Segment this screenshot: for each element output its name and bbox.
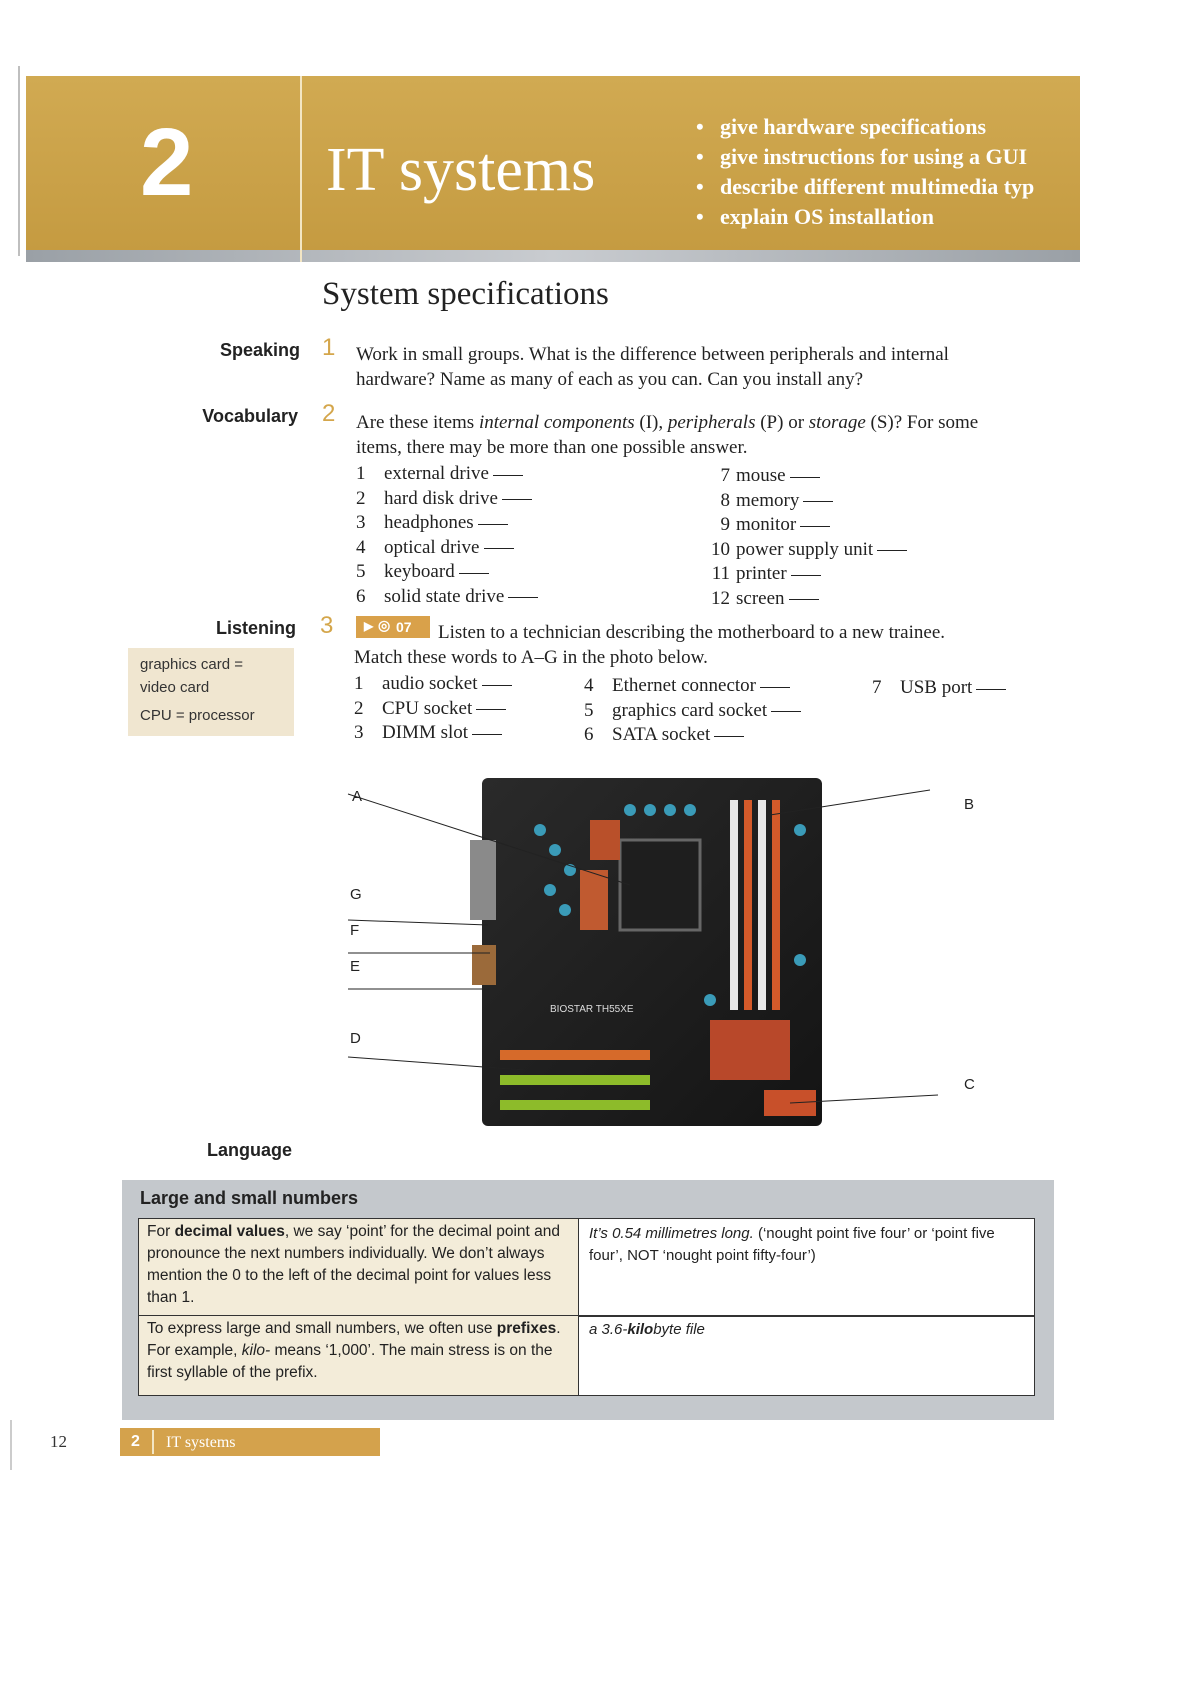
footer-unit-title: IT systems <box>166 1434 236 1451</box>
language-table <box>138 1218 1035 1396</box>
speaking-label: Speaking <box>219 340 300 360</box>
dimm-slot-shape <box>758 800 766 1010</box>
answer-blank[interactable] <box>791 574 821 576</box>
listening-item: 2 CPU socket <box>354 697 512 722</box>
answer-blank[interactable] <box>803 500 833 502</box>
objective-item: • give hardware specifications <box>696 114 987 139</box>
vocabulary-item: 9 monitor <box>700 513 907 538</box>
objective-item: • explain OS installation <box>696 204 934 229</box>
footer-unit-number: 2 <box>131 1433 140 1450</box>
heatsink <box>580 870 608 930</box>
answer-blank[interactable] <box>714 735 744 737</box>
listening-item: 3 DIMM slot <box>354 721 512 746</box>
listening-item: 1 audio socket <box>354 672 512 697</box>
vocabulary-item: 5 keyboard <box>356 560 538 585</box>
listening-item: 5 graphics card socket <box>584 699 801 724</box>
answer-blank[interactable] <box>789 598 819 600</box>
dimm-slot-shape <box>730 800 738 1010</box>
listening-list-col1 <box>354 672 512 746</box>
heatsink <box>710 1020 790 1080</box>
answer-blank[interactable] <box>493 474 523 476</box>
vocabulary-list-right <box>700 464 907 611</box>
vocabulary-item: 7 mouse <box>700 464 907 489</box>
audio-connectors <box>472 945 496 985</box>
vocabulary-item: 10 power supply unit <box>700 538 907 563</box>
track-number: 07 <box>396 619 412 635</box>
answer-blank[interactable] <box>484 547 514 549</box>
vocabulary-item: 3 headphones <box>356 511 538 536</box>
answer-blank[interactable] <box>790 476 820 478</box>
vocabulary-item: 1 external drive <box>356 462 538 487</box>
page-number: 12 <box>50 1432 67 1451</box>
answer-blank[interactable] <box>771 710 801 712</box>
io-panel <box>470 840 496 920</box>
note-line: video card <box>140 679 210 696</box>
photo-label-e: E <box>350 958 361 975</box>
section-title: System specifications <box>322 276 609 312</box>
listening-item: 4 Ethernet connector <box>584 674 801 699</box>
pcie-slot-shape <box>500 1050 650 1060</box>
audio-play-icon: ▶ <box>364 619 374 633</box>
language-example-prefix: a 3.6-kilobyte file <box>589 1321 705 1338</box>
vocabulary-instructions: Are these items internal components (I), peripherals (P) or storage (S)? For some items, there may be more than one possible answer. <box>356 412 979 458</box>
answer-blank[interactable] <box>476 708 506 710</box>
answer-blank[interactable] <box>800 525 830 527</box>
language-rule-prefixes: To express large and small numbers, we often use prefixes. For example, kilo- means ‘1,000’. The main stress is on the first syllable of the prefix. <box>139 1316 579 1395</box>
exercise-number: 2 <box>322 400 336 427</box>
unit-number: 2 <box>140 109 194 216</box>
answer-blank[interactable] <box>478 523 508 525</box>
language-example-decimal: It’s 0.54 millimetres long. (‘nought point five four’ or ‘point five four’, NOT ‘nought point fifty-four’) <box>589 1225 995 1264</box>
pci-slot-shape <box>500 1075 650 1085</box>
vocabulary-item: 6 solid state drive <box>356 585 538 610</box>
answer-blank[interactable] <box>760 686 790 688</box>
exercise-number: 3 <box>320 612 334 639</box>
unit-title: IT systems <box>326 136 596 204</box>
objective-item: • describe different multimedia typ <box>696 174 1035 199</box>
objective-item: • give instructions for using a GUI <box>696 144 1028 169</box>
footer-divider <box>152 1430 154 1454</box>
language-box-title: Large and small numbers <box>140 1188 359 1208</box>
listening-label: Listening <box>216 618 296 638</box>
dimm-slot-shape <box>772 800 780 1010</box>
header-shadow <box>26 250 1080 262</box>
cd-icon: ◎ <box>378 617 391 633</box>
language-rule-decimal: For decimal values, we say ‘point’ for the decimal point and pronounce the next numbers individually. We don’t always mention the 0 to the left of the decimal point for values less than 1. <box>139 1219 579 1315</box>
vocabulary-item: 12 screen <box>700 587 907 612</box>
listening-instructions: Listen to a technician describing the motherboard to a new trainee. Match these words to A–G in the photo below. <box>354 622 946 668</box>
answer-blank[interactable] <box>508 596 538 598</box>
footer-band <box>120 1428 380 1456</box>
unit-objectives <box>696 112 1080 232</box>
motherboard-photo <box>340 760 1000 1130</box>
vocabulary-item: 8 memory <box>700 489 907 514</box>
language-label: Language <box>206 1140 292 1160</box>
listening-item: 6 SATA socket <box>584 723 801 748</box>
vocabulary-label: Vocabulary <box>202 406 298 426</box>
page-left-rule <box>10 1420 12 1470</box>
vocabulary-list-left <box>356 462 538 609</box>
photo-label-g: G <box>350 886 362 903</box>
photo-label-f: F <box>350 922 360 939</box>
photo-label-d: D <box>350 1030 361 1047</box>
page-left-rule <box>18 66 20 256</box>
dimm-slot-shape <box>744 800 752 1010</box>
answer-blank[interactable] <box>502 498 532 500</box>
exercise-number: 1 <box>322 334 336 361</box>
listening-item: 7 USB port <box>872 676 1006 701</box>
answer-blank[interactable] <box>472 733 502 735</box>
board-brand-text: BIOSTAR TH55XE <box>550 1004 634 1015</box>
photo-label-a: A <box>352 788 363 805</box>
speaking-instructions: Work in small groups. What is the difference between peripherals and internal hardware? Name as many of each as you can. Can you install any? <box>356 344 949 390</box>
answer-blank[interactable] <box>976 688 1006 690</box>
pci-slot-shape <box>500 1100 650 1110</box>
note-line: graphics card = <box>140 656 243 673</box>
vocabulary-item: 4 optical drive <box>356 536 538 561</box>
note-line: CPU = processor <box>140 707 255 724</box>
heatsink <box>590 820 620 860</box>
cpu-socket-shape <box>620 840 700 930</box>
photo-label-c: C <box>964 1076 975 1093</box>
header-divider <box>300 76 302 262</box>
answer-blank[interactable] <box>482 684 512 686</box>
answer-blank[interactable] <box>459 572 489 574</box>
vocabulary-item: 11 printer <box>700 562 907 587</box>
listening-list-col3 <box>872 676 1006 701</box>
leader-line-g <box>348 920 488 925</box>
answer-blank[interactable] <box>877 549 907 551</box>
photo-label-b: B <box>964 796 975 813</box>
listening-list-col2 <box>584 674 801 748</box>
vocabulary-item: 2 hard disk drive <box>356 487 538 512</box>
